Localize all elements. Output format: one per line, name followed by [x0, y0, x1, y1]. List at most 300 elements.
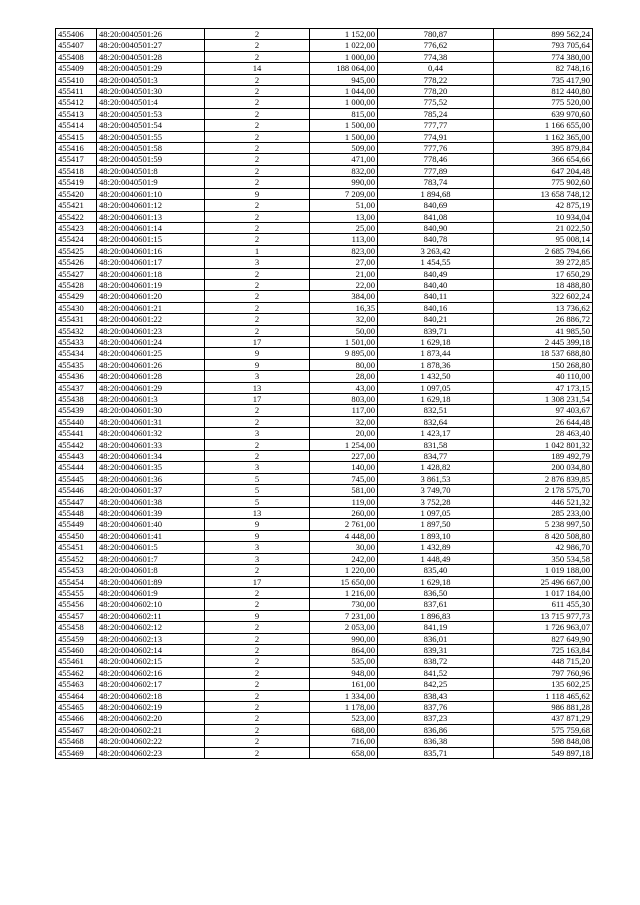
record-number-cell: 455408 [56, 51, 97, 62]
cadastral-value-cell: 1 118 465,62 [494, 690, 593, 701]
table-row [56, 234, 593, 245]
table-row [56, 51, 593, 62]
group-code-cell: 2 [205, 165, 310, 176]
group-code-cell: 3 [205, 462, 310, 473]
record-number-cell: 455461 [56, 656, 97, 667]
specific-value-cell: 836,38 [378, 736, 494, 747]
cadastral-number-cell: 48:20:0040601:18 [97, 268, 205, 279]
cadastral-number-cell: 48:20:0040602:16 [97, 667, 205, 678]
cadastral-number-cell: 48:20:0040601:41 [97, 530, 205, 541]
record-number-cell: 455436 [56, 371, 97, 382]
table-row [56, 508, 593, 519]
cadastral-number-cell: 48:20:0040501:27 [97, 40, 205, 51]
table-row [56, 622, 593, 633]
record-number-cell: 455440 [56, 416, 97, 427]
cadastral-number-cell: 48:20:0040501:55 [97, 131, 205, 142]
record-number-cell: 455419 [56, 177, 97, 188]
specific-value-cell: 840,78 [378, 234, 494, 245]
area-cell: 1 000,00 [310, 97, 378, 108]
area-cell: 32,00 [310, 416, 378, 427]
cadastral-value-cell: 322 602,24 [494, 291, 593, 302]
area-cell: 13,00 [310, 211, 378, 222]
record-number-cell: 455446 [56, 485, 97, 496]
specific-value-cell: 840,16 [378, 302, 494, 313]
group-code-cell: 17 [205, 394, 310, 405]
cadastral-number-cell: 48:20:0040602:20 [97, 713, 205, 724]
record-number-cell: 455462 [56, 667, 97, 678]
specific-value-cell: 777,89 [378, 165, 494, 176]
area-cell: 1 500,00 [310, 131, 378, 142]
record-number-cell: 455414 [56, 120, 97, 131]
cadastral-value-cell: 42 986,70 [494, 542, 593, 553]
specific-value-cell: 832,51 [378, 405, 494, 416]
group-code-cell: 2 [205, 143, 310, 154]
table-row [56, 177, 593, 188]
cadastral-number-cell: 48:20:0040601:39 [97, 508, 205, 519]
specific-value-cell: 837,23 [378, 713, 494, 724]
group-code-cell: 5 [205, 473, 310, 484]
area-cell: 745,00 [310, 473, 378, 484]
record-number-cell: 455465 [56, 701, 97, 712]
area-cell: 658,00 [310, 747, 378, 758]
cadastral-number-cell: 48:20:0040601:19 [97, 279, 205, 290]
table-row [56, 496, 593, 507]
area-cell: 140,00 [310, 462, 378, 473]
table-row [56, 143, 593, 154]
cadastral-value-cell: 47 173,15 [494, 382, 593, 393]
record-number-cell: 455411 [56, 86, 97, 97]
cadastral-value-cell: 2 685 794,66 [494, 245, 593, 256]
table-row [56, 713, 593, 724]
area-cell: 227,00 [310, 451, 378, 462]
table-row [56, 291, 593, 302]
record-number-cell: 455413 [56, 108, 97, 119]
group-code-cell: 2 [205, 74, 310, 85]
specific-value-cell: 777,76 [378, 143, 494, 154]
group-code-cell: 2 [205, 701, 310, 712]
specific-value-cell: 836,01 [378, 633, 494, 644]
table-row [56, 222, 593, 233]
area-cell: 9 895,00 [310, 348, 378, 359]
area-cell: 7 209,00 [310, 188, 378, 199]
cadastral-value-cell: 1 308 231,54 [494, 394, 593, 405]
specific-value-cell: 1 894,68 [378, 188, 494, 199]
area-cell: 990,00 [310, 633, 378, 644]
group-code-cell: 2 [205, 644, 310, 655]
cadastral-value-cell: 899 562,24 [494, 29, 593, 40]
cadastral-number-cell: 48:20:0040601:33 [97, 439, 205, 450]
cadastral-number-cell: 48:20:0040501:59 [97, 154, 205, 165]
specific-value-cell: 840,11 [378, 291, 494, 302]
specific-value-cell: 774,38 [378, 51, 494, 62]
record-number-cell: 455441 [56, 428, 97, 439]
group-code-cell: 13 [205, 382, 310, 393]
cadastral-value-cell: 575 759,68 [494, 724, 593, 735]
group-code-cell: 2 [205, 108, 310, 119]
specific-value-cell: 840,40 [378, 279, 494, 290]
table-row [56, 211, 593, 222]
cadastral-value-cell: 41 985,50 [494, 325, 593, 336]
area-cell: 1 044,00 [310, 86, 378, 97]
table-row [56, 382, 593, 393]
table-row [56, 428, 593, 439]
group-code-cell: 2 [205, 736, 310, 747]
area-cell: 27,00 [310, 257, 378, 268]
cadastral-value-cell: 1 042 801,32 [494, 439, 593, 450]
area-cell: 716,00 [310, 736, 378, 747]
table-row [56, 701, 593, 712]
cadastral-value-cell: 611 455,30 [494, 599, 593, 610]
cadastral-number-cell: 48:20:0040602:21 [97, 724, 205, 735]
record-number-cell: 455420 [56, 188, 97, 199]
table-row [56, 131, 593, 142]
record-number-cell: 455421 [56, 200, 97, 211]
group-code-cell: 2 [205, 302, 310, 313]
record-number-cell: 455458 [56, 622, 97, 633]
cadastral-value-cell: 775 520,00 [494, 97, 593, 108]
cadastral-number-cell: 48:20:0040501:30 [97, 86, 205, 97]
cadastral-number-cell: 48:20:0040601:21 [97, 302, 205, 313]
cadastral-value-cell: 437 871,29 [494, 713, 593, 724]
specific-value-cell: 836,86 [378, 724, 494, 735]
record-number-cell: 455416 [56, 143, 97, 154]
table-row [56, 542, 593, 553]
specific-value-cell: 1 896,83 [378, 610, 494, 621]
table-row [56, 565, 593, 576]
table-row [56, 97, 593, 108]
record-number-cell: 455454 [56, 576, 97, 587]
group-code-cell: 2 [205, 690, 310, 701]
area-cell: 28,00 [310, 371, 378, 382]
group-code-cell: 3 [205, 428, 310, 439]
group-code-cell: 9 [205, 530, 310, 541]
cadastral-value-cell: 95 008,14 [494, 234, 593, 245]
group-code-cell: 2 [205, 97, 310, 108]
specific-value-cell: 835,71 [378, 747, 494, 758]
group-code-cell: 2 [205, 724, 310, 735]
area-cell: 990,00 [310, 177, 378, 188]
group-code-cell: 2 [205, 291, 310, 302]
area-cell: 581,00 [310, 485, 378, 496]
cadastral-value-cell: 1 166 655,00 [494, 120, 593, 131]
group-code-cell: 2 [205, 405, 310, 416]
table-row [56, 63, 593, 74]
cadastral-value-cell: 827 649,90 [494, 633, 593, 644]
table-row [56, 576, 593, 587]
area-cell: 30,00 [310, 542, 378, 553]
area-cell: 1 000,00 [310, 51, 378, 62]
record-number-cell: 455469 [56, 747, 97, 758]
record-number-cell: 455447 [56, 496, 97, 507]
record-number-cell: 455407 [56, 40, 97, 51]
group-code-cell: 2 [205, 747, 310, 758]
record-number-cell: 455450 [56, 530, 97, 541]
group-code-cell: 17 [205, 336, 310, 347]
group-code-cell: 13 [205, 508, 310, 519]
specific-value-cell: 839,31 [378, 644, 494, 655]
table-row [56, 553, 593, 564]
record-number-cell: 455456 [56, 599, 97, 610]
table-row [56, 359, 593, 370]
record-number-cell: 455412 [56, 97, 97, 108]
record-number-cell: 455468 [56, 736, 97, 747]
table-row [56, 679, 593, 690]
area-cell: 260,00 [310, 508, 378, 519]
cadastral-value-cell: 17 650,29 [494, 268, 593, 279]
group-code-cell: 2 [205, 268, 310, 279]
table-row [56, 656, 593, 667]
specific-value-cell: 837,61 [378, 599, 494, 610]
cadastral-number-cell: 48:20:0040601:28 [97, 371, 205, 382]
group-code-cell: 2 [205, 86, 310, 97]
area-cell: 20,00 [310, 428, 378, 439]
cadastral-number-cell: 48:20:0040601:25 [97, 348, 205, 359]
specific-value-cell: 1 893,10 [378, 530, 494, 541]
cadastral-number-cell: 48:20:0040601:38 [97, 496, 205, 507]
table-row [56, 610, 593, 621]
group-code-cell: 2 [205, 211, 310, 222]
table-row [56, 587, 593, 598]
cadastral-value-cell: 135 602,25 [494, 679, 593, 690]
cadastral-number-cell: 48:20:0040501:8 [97, 165, 205, 176]
table-row [56, 371, 593, 382]
record-number-cell: 455463 [56, 679, 97, 690]
record-number-cell: 455444 [56, 462, 97, 473]
cadastral-value-cell: 725 163,84 [494, 644, 593, 655]
area-cell: 471,00 [310, 154, 378, 165]
cadastral-number-cell: 48:20:0040601:10 [97, 188, 205, 199]
specific-value-cell: 1 097,05 [378, 382, 494, 393]
group-code-cell: 9 [205, 610, 310, 621]
specific-value-cell: 840,90 [378, 222, 494, 233]
table-row [56, 394, 593, 405]
group-code-cell: 2 [205, 587, 310, 598]
cadastral-value-cell: 8 420 508,80 [494, 530, 593, 541]
area-cell: 113,00 [310, 234, 378, 245]
group-code-cell: 9 [205, 359, 310, 370]
specific-value-cell: 3 861,53 [378, 473, 494, 484]
cadastral-value-cell: 189 492,79 [494, 451, 593, 462]
table-row [56, 747, 593, 758]
area-cell: 7 231,00 [310, 610, 378, 621]
cadastral-value-cell: 350 534,58 [494, 553, 593, 564]
area-cell: 50,00 [310, 325, 378, 336]
record-number-cell: 455437 [56, 382, 97, 393]
specific-value-cell: 1 432,89 [378, 542, 494, 553]
specific-value-cell: 841,08 [378, 211, 494, 222]
specific-value-cell: 1 448,49 [378, 553, 494, 564]
area-cell: 21,00 [310, 268, 378, 279]
cadastral-value-cell: 28 463,40 [494, 428, 593, 439]
table-row [56, 29, 593, 40]
table-row [56, 348, 593, 359]
group-code-cell: 2 [205, 439, 310, 450]
area-cell: 1 216,00 [310, 587, 378, 598]
area-cell: 1 501,00 [310, 336, 378, 347]
record-number-cell: 455449 [56, 519, 97, 530]
record-number-cell: 455438 [56, 394, 97, 405]
table-row [56, 439, 593, 450]
record-number-cell: 455460 [56, 644, 97, 655]
specific-value-cell: 3 749,70 [378, 485, 494, 496]
table-row [56, 120, 593, 131]
record-number-cell: 455457 [56, 610, 97, 621]
specific-value-cell: 841,19 [378, 622, 494, 633]
specific-value-cell: 838,43 [378, 690, 494, 701]
record-number-cell: 455435 [56, 359, 97, 370]
cadastral-number-cell: 48:20:0040601:20 [97, 291, 205, 302]
cadastral-value-cell: 797 760,96 [494, 667, 593, 678]
cadastral-value-cell: 26 886,72 [494, 314, 593, 325]
group-code-cell: 14 [205, 63, 310, 74]
cadastral-number-cell: 48:20:0040601:37 [97, 485, 205, 496]
record-number-cell: 455427 [56, 268, 97, 279]
group-code-cell: 2 [205, 656, 310, 667]
cadastral-value-cell: 39 272,85 [494, 257, 593, 268]
area-cell: 2 053,00 [310, 622, 378, 633]
record-number-cell: 455466 [56, 713, 97, 724]
specific-value-cell: 1 873,44 [378, 348, 494, 359]
area-cell: 119,00 [310, 496, 378, 507]
group-code-cell: 17 [205, 576, 310, 587]
area-cell: 1 152,00 [310, 29, 378, 40]
record-number-cell: 455459 [56, 633, 97, 644]
specific-value-cell: 839,71 [378, 325, 494, 336]
group-code-cell: 2 [205, 200, 310, 211]
cadastral-value-cell: 793 705,64 [494, 40, 593, 51]
area-cell: 864,00 [310, 644, 378, 655]
cadastral-number-cell: 48:20:0040601:22 [97, 314, 205, 325]
table-row [56, 74, 593, 85]
area-cell: 1 220,00 [310, 565, 378, 576]
cadastral-number-cell: 48:20:0040602:15 [97, 656, 205, 667]
cadastral-number-cell: 48:20:0040602:19 [97, 701, 205, 712]
group-code-cell: 2 [205, 679, 310, 690]
cadastral-number-cell: 48:20:0040601:89 [97, 576, 205, 587]
area-cell: 730,00 [310, 599, 378, 610]
specific-value-cell: 785,24 [378, 108, 494, 119]
cadastral-number-cell: 48:20:0040602:18 [97, 690, 205, 701]
table-row [56, 405, 593, 416]
group-code-cell: 2 [205, 222, 310, 233]
cadastral-value-cell: 598 848,08 [494, 736, 593, 747]
group-code-cell: 1 [205, 245, 310, 256]
cadastral-number-cell: 48:20:0040501:29 [97, 63, 205, 74]
table-row [56, 473, 593, 484]
cadastral-value-table [55, 28, 593, 759]
cadastral-number-cell: 48:20:0040602:13 [97, 633, 205, 644]
table-row [56, 165, 593, 176]
area-cell: 803,00 [310, 394, 378, 405]
specific-value-cell: 3 263,42 [378, 245, 494, 256]
cadastral-value-cell: 42 875,19 [494, 200, 593, 211]
cadastral-value-cell: 13 658 748,12 [494, 188, 593, 199]
record-number-cell: 455442 [56, 439, 97, 450]
cadastral-number-cell: 48:20:0040601:31 [97, 416, 205, 427]
cadastral-value-cell: 986 881,28 [494, 701, 593, 712]
area-cell: 1 178,00 [310, 701, 378, 712]
table-row [56, 268, 593, 279]
table-row [56, 519, 593, 530]
table-row [56, 154, 593, 165]
record-number-cell: 455445 [56, 473, 97, 484]
cadastral-number-cell: 48:20:0040601:35 [97, 462, 205, 473]
cadastral-value-cell: 774 380,00 [494, 51, 593, 62]
group-code-cell: 2 [205, 416, 310, 427]
area-cell: 832,00 [310, 165, 378, 176]
cadastral-value-cell: 446 521,32 [494, 496, 593, 507]
specific-value-cell: 1 629,18 [378, 394, 494, 405]
table-row [56, 314, 593, 325]
cadastral-value-cell: 97 403,67 [494, 405, 593, 416]
record-number-cell: 455448 [56, 508, 97, 519]
group-code-cell: 3 [205, 371, 310, 382]
cadastral-number-cell: 48:20:0040601:3 [97, 394, 205, 405]
area-cell: 80,00 [310, 359, 378, 370]
specific-value-cell: 776,62 [378, 40, 494, 51]
area-cell: 945,00 [310, 74, 378, 85]
record-number-cell: 455410 [56, 74, 97, 85]
record-number-cell: 455439 [56, 405, 97, 416]
cadastral-value-cell: 2 178 575,70 [494, 485, 593, 496]
table-row [56, 633, 593, 644]
cadastral-number-cell: 48:20:0040601:34 [97, 451, 205, 462]
group-code-cell: 9 [205, 519, 310, 530]
area-cell: 22,00 [310, 279, 378, 290]
group-code-cell: 9 [205, 188, 310, 199]
cadastral-value-cell: 775 902,60 [494, 177, 593, 188]
cadastral-value-cell: 735 417,90 [494, 74, 593, 85]
cadastral-value-cell: 21 022,50 [494, 222, 593, 233]
cadastral-value-cell: 18 537 688,80 [494, 348, 593, 359]
specific-value-cell: 838,72 [378, 656, 494, 667]
cadastral-number-cell: 48:20:0040501:26 [97, 29, 205, 40]
group-code-cell: 2 [205, 667, 310, 678]
specific-value-cell: 0,44 [378, 63, 494, 74]
group-code-cell: 5 [205, 485, 310, 496]
group-code-cell: 5 [205, 496, 310, 507]
cadastral-number-cell: 48:20:0040601:40 [97, 519, 205, 530]
cadastral-value-cell: 395 879,84 [494, 143, 593, 154]
cadastral-number-cell: 48:20:0040602:23 [97, 747, 205, 758]
area-cell: 32,00 [310, 314, 378, 325]
table-row [56, 530, 593, 541]
group-code-cell: 3 [205, 257, 310, 268]
cadastral-number-cell: 48:20:0040602:22 [97, 736, 205, 747]
table-row [56, 86, 593, 97]
record-number-cell: 455452 [56, 553, 97, 564]
area-cell: 688,00 [310, 724, 378, 735]
cadastral-value-cell: 13 736,62 [494, 302, 593, 313]
group-code-cell: 2 [205, 565, 310, 576]
area-cell: 823,00 [310, 245, 378, 256]
specific-value-cell: 837,76 [378, 701, 494, 712]
table-row [56, 108, 593, 119]
cadastral-value-cell: 639 970,60 [494, 108, 593, 119]
specific-value-cell: 835,40 [378, 565, 494, 576]
cadastral-value-cell: 40 110,00 [494, 371, 593, 382]
cadastral-number-cell: 48:20:0040601:14 [97, 222, 205, 233]
table-row [56, 245, 593, 256]
cadastral-number-cell: 48:20:0040601:15 [97, 234, 205, 245]
table-body [56, 29, 593, 759]
specific-value-cell: 1 428,82 [378, 462, 494, 473]
specific-value-cell: 778,46 [378, 154, 494, 165]
table-row [56, 257, 593, 268]
area-cell: 242,00 [310, 553, 378, 564]
record-number-cell: 455424 [56, 234, 97, 245]
group-code-cell: 2 [205, 120, 310, 131]
